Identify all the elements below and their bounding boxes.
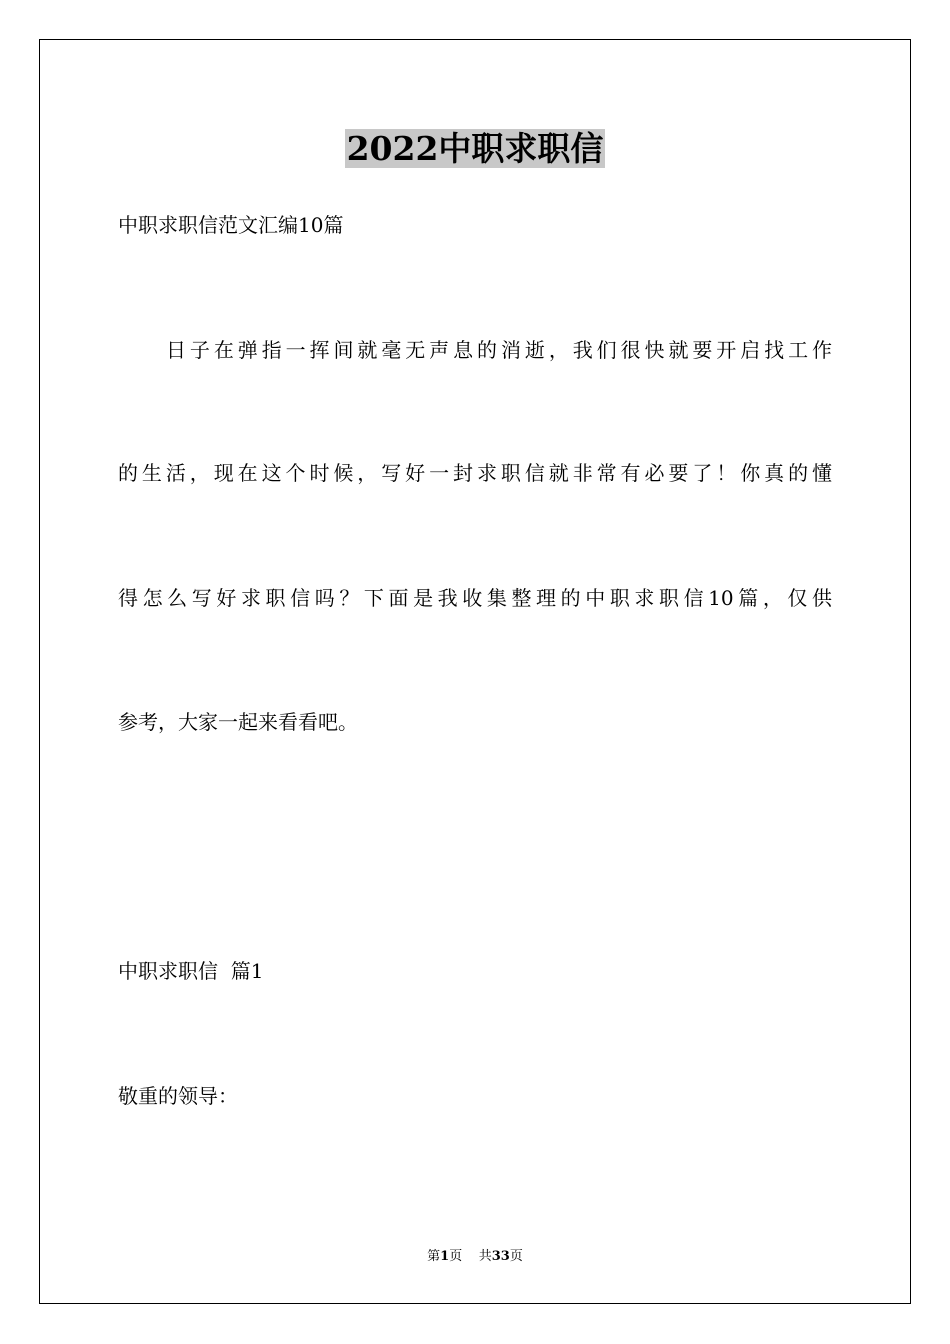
- intro-line-4: 参考，大家一起来看看吧。: [118, 710, 358, 734]
- document-title-text: 2022中职求职信: [346, 129, 604, 168]
- page-footer: [0, 1248, 950, 1266]
- document-subtitle: 中职求职信范文汇编10篇: [118, 213, 344, 237]
- total-suffix: 页: [509, 1249, 523, 1264]
- total-pages: 33: [491, 1249, 510, 1264]
- document-title: [0, 128, 950, 170]
- intro-line-3: 得怎么写好求职信吗？下面是我收集整理的中职求职信10篇，仅供: [118, 586, 832, 610]
- salutation: 敬重的领导：: [118, 1084, 238, 1108]
- total-prefix: 共: [478, 1249, 492, 1264]
- section-heading: 中职求职信 篇1: [118, 959, 264, 983]
- page-number: 1: [440, 1249, 450, 1264]
- intro-line-1: 日子在弹指一挥间就毫无声息的消逝，我们很快就要开启找工作: [166, 338, 832, 362]
- intro-line-2: 的生活，现在这个时候，写好一封求职信就非常有必要了！你真的懂: [118, 461, 832, 485]
- page-prefix: 第: [427, 1249, 441, 1264]
- page-suffix: 页: [449, 1249, 463, 1264]
